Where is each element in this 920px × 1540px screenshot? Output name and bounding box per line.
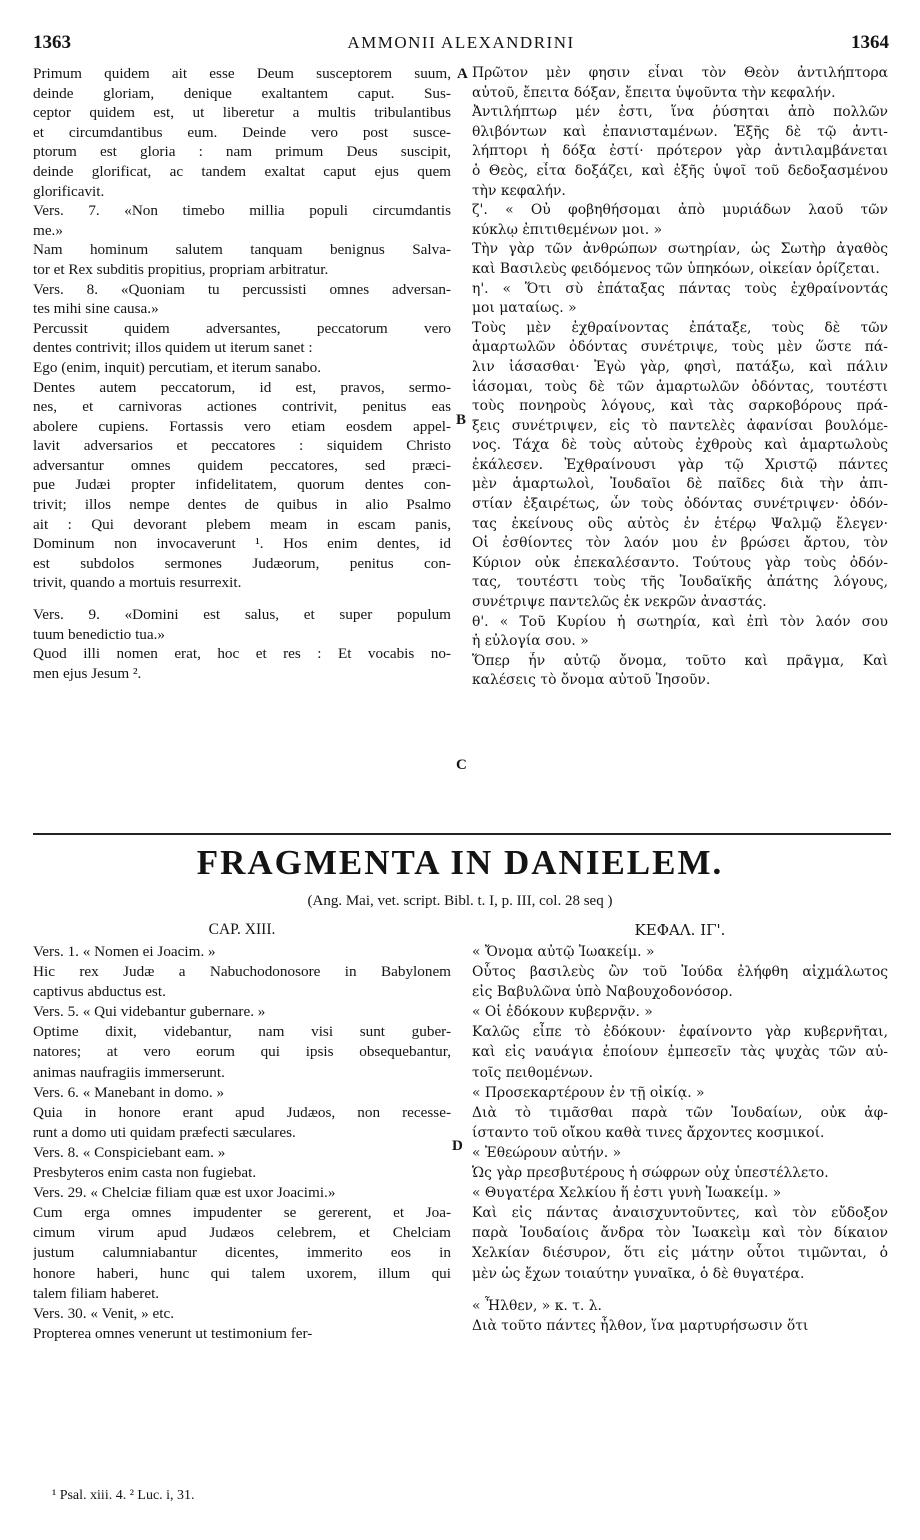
latin-text-line: runt a domo uti quidam præfecti sæculares. [33, 1123, 296, 1141]
latin-text-line: me.» [33, 221, 63, 239]
greek-text-line: « Οἱ ἐδόκουν κυβερνᾷν. » [472, 1004, 653, 1021]
latin-text-line: Percussit quidem adversantes, peccatorum vero [33, 319, 451, 337]
footnotes: ¹ Psal. xiii. 4. ² Luc. i, 31. [52, 1488, 195, 1503]
latin-text-line: ptorum est gloria : nam primum Deus suscipit, [33, 143, 451, 161]
latin-text-line: talem filiam haberet. [33, 1284, 160, 1302]
latin-text-line: est subdolos sermones Judæorum, penitus con- [33, 554, 451, 572]
greek-text-line: Καὶ εἰς πάντας ἀναισχυντοῦντες, καὶ τὸν εὔδοξον [472, 1205, 888, 1222]
greek-text-line: τοὺς πονηροὺς λόγους, καὶ τὰς σαρκοβόρους πρά- [472, 398, 888, 415]
greek-text-line: Ὅπερ ἦν αὐτῷ ὄνομα, τοῦτο καὶ πρᾶγμα, Καὶ [472, 652, 888, 669]
latin-text-line: deinde gloriam, denique exaltantem caput. Sus- [33, 84, 451, 102]
latin-text-line: ceptor quidem est, ut liberetur a multis tribulantibus [33, 104, 451, 122]
greek-text-line: παρὰ Ἰουδαίοις ἄνδρα τὸν Ἰωακεὶμ καὶ τὸν δίκαιον [472, 1225, 888, 1242]
latin-text-line: Vers. 7. «Non timebo millia populi circumdantis [33, 202, 451, 220]
chapter-heading-latin: CAP. XIII. [208, 921, 276, 938]
greek-text-line: « Θυγατέρα Χελκίου ἥ ἐστι γυνὴ Ἰωακείμ. » [472, 1185, 782, 1202]
latin-text-line: adversantur omnes quidem peccatores, sed præci- [33, 456, 451, 474]
greek-text-line: ἡ εὐλογία σου. » [472, 633, 589, 650]
latin-text-line: tor et Rex subditis propitius, propriam arbitratur. [33, 260, 329, 278]
greek-text-line: Ἀντιλήπτωρ μέν ἐστι, ἵνα ῥύσηται ἀπὸ πολλῶν [472, 104, 888, 121]
greek-text-line: « Ἦλθεν, » κ. τ. λ. [472, 1297, 602, 1314]
latin-text-line: Vers. 29. « Chelciæ filiam quæ est uxor Joacimi.» [33, 1184, 336, 1202]
latin-text-line: Cum erga omnes impudenter se gererent, et Joa- [33, 1204, 451, 1222]
latin-text-line: pue Judæi propter infidelitatem, quorum dentes con- [33, 476, 451, 494]
margin-letter-a: A [457, 66, 468, 82]
greek-text-line: Τοὺς μὲν ἐχθραίνοντας ἐπάταξε, τοὺς δὲ τῶν [472, 319, 888, 336]
latin-text-line: cimum virum apud Judæos celebrem, et Chelciam [33, 1224, 451, 1242]
margin-letter-c: C [456, 757, 467, 773]
latin-text-line: Vers. 9. «Domini est salus, et super populum [33, 606, 451, 624]
latin-text-line: Propterea omnes venerunt ut testimonium fer- [33, 1324, 313, 1342]
greek-column-top [472, 64, 888, 691]
latin-text-line: Dominum non invocaverunt ¹. Hos enim dentes, id [33, 535, 451, 553]
greek-text-line: Διὰ τὸ τιμᾶσθαι παρὰ τῶν Ἰουδαίων, οὐκ ἀφ- [472, 1104, 888, 1121]
greek-text-line: στίαν ἐξαιρέτως, ὧν τοὺς ὀδόντας συνέτριψεν· ὀδόν- [472, 496, 888, 513]
latin-column-bottom [33, 942, 451, 1344]
running-title: AMMONII ALEXANDRINI [347, 33, 575, 52]
greek-text-line: μὲν ἁμαρτωλοὶ, Ἰουδαῖοι δὲ παῖδες διὰ τὴν ἀπι- [472, 476, 888, 493]
latin-text-line: Vers. 8. «Quoniam tu percussisti omnes adversan- [33, 280, 451, 298]
page-number-right: 1364 [851, 32, 889, 53]
latin-text-line: natores; at vero eorum qui ipsis obsequebantur, [33, 1043, 451, 1061]
greek-column-bottom [472, 942, 888, 1336]
latin-text-line: Ego (enim, inquit) percutiam, et iterum sanabo. [33, 358, 322, 376]
latin-text-line: trivit; illos nempe dentes de quibus in alio Psalmo [33, 496, 451, 514]
greek-text-line: μὲν ὡς ἔχων τοιαύτην γυναῖκα, ὁ δὲ θυγατέρα. [472, 1265, 805, 1282]
latin-text-line: ait : Qui devorant plebem meam in escam panis, [33, 515, 451, 533]
greek-text-line: κύκλῳ ἐπιτιθεμένων μοι. » [472, 221, 663, 238]
latin-text-line: abolere cupiens. Fortassis vero etiam eosdem appel- [33, 417, 451, 435]
greek-text-line: τὴν κεφαλήν. [472, 182, 566, 199]
greek-text-line: ὁ Θεὸς, εἶτα δοξάζει, καὶ ἐξῆς ὑψοῖ τοῦ δεδοξασμένου [472, 162, 888, 179]
paragraph-gap [472, 1284, 888, 1296]
latin-text-line: tuum benedictio tua.» [33, 625, 166, 643]
greek-text-line: θ'. « Τοῦ Κυρίου ἡ σωτηρία, καὶ ἐπὶ τὸν λαόν σου [472, 613, 888, 630]
latin-text-line: glorificavit. [33, 182, 105, 200]
latin-text-line: men ejus Jesum ². [33, 664, 142, 682]
latin-text-line: dentes contrivit; illos quidem ut iterum sanet : [33, 339, 313, 357]
latin-text-line: captivus abductus est. [33, 983, 166, 1001]
greek-text-line: Χελκίαν διέσυρον, ὅτι εἰς μάτην οὗτοι τιμῶνται, ὁ [472, 1245, 888, 1262]
latin-text-line: Nam hominum salutem tanquam benignus Salva- [33, 241, 451, 259]
greek-text-line: τας ἐκείνους οὓς αὐτὸς ἐν ἑτέρῳ Ψαλμῷ ἔλεγεν· [472, 515, 888, 532]
greek-text-line: αὐτοῦ, ἔπειτα δόξαν, ἔπειτα ὑψοῦντα τὴν κεφαλήν. [472, 84, 836, 101]
margin-letter-d: D [452, 1138, 463, 1154]
greek-text-line: λήπτορι ἡ δόξα ἐστί· πρότερον γὰρ ἀντιλαμβάνεται [472, 143, 888, 160]
latin-text-line: Quia in honore erant apud Judæos, non recesse- [33, 1103, 451, 1121]
latin-text-line: Optime dixit, videbantur, nam visi sunt guber- [33, 1023, 451, 1041]
margin-letter-b: B [456, 412, 467, 428]
latin-column-top [33, 64, 451, 683]
greek-text-line: εἰς Βαβυλῶνα ὑπὸ Ναβουχοδονόσορ. [472, 984, 733, 1001]
section-divider [33, 833, 891, 835]
chapter-heading-greek: ΚΕΦΑΛ. ΙΓ'. [634, 921, 726, 939]
latin-text-line: Presbyteros enim casta non fugiebat. [33, 1164, 257, 1182]
section-source: (Ang. Mai, vet. script. Bibl. t. I, p. III, col. 28 seq ) [307, 893, 613, 909]
page-header [33, 32, 889, 58]
greek-text-line: η'. « Ὅτι σὺ ἐπάταξας πάντας τοὺς ἐχθραίνοντάς [472, 280, 888, 297]
greek-text-line: Διὰ τοῦτο πάντες ἦλθον, ἵνα μαρτυρήσωσιν ὅτι [472, 1317, 809, 1334]
section-title: FRAGMENTA IN DANIELEM. [196, 843, 724, 882]
greek-text-line: « Ἐθεώρουν αὐτήν. » [472, 1144, 622, 1161]
greek-text-line: Τὴν γὰρ τῶν ἀνθρώπων σωτηρίαν, ὡς Σωτὴρ ἀγαθὸς [472, 241, 888, 258]
greek-text-line: ζ'. « Οὐ φοβηθήσομαι ἀπὸ μυριάδων λαοῦ τῶν [472, 202, 888, 219]
latin-text-line: trivit, quando a mortuis resurrexit. [33, 574, 242, 592]
greek-text-line: Οὗτος βασιλεὺς ὢν τοῦ Ἰούδα ἐλήφθη αἰχμάλωτος [472, 964, 888, 981]
greek-text-line: « Ὄνομα αὐτῷ Ἰωακείμ. » [472, 944, 655, 960]
greek-text-line: « Προσεκαρτέρουν ἐν τῇ οἰκίᾳ. » [472, 1084, 705, 1101]
greek-text-line: τας, τουτέστι τοὺς τῆς Ἰουδαϊκῆς ἀπάτης λόγους, [472, 574, 888, 591]
latin-text-line: lavit adversarios et peccatores : siquidem Christo [33, 437, 451, 455]
greek-text-line: τοῖς πειθομένων. [472, 1064, 594, 1081]
latin-text-line: honore haberi, hunc qui talem uxorem, illum qui [33, 1264, 451, 1282]
latin-text-line: tes mihi sine causa.» [33, 300, 159, 318]
latin-text-line: Vers. 6. « Manebant in domo. » [33, 1083, 225, 1101]
greek-text-line: Κύριον οὐκ ἐπεκαλέσαντο. Τούτους γὰρ τοὺς ὀδόν- [472, 554, 888, 571]
latin-text-line: justum calumniabantur dicentes, immerito eos in [33, 1244, 451, 1262]
greek-text-line: ἁμαρτωλῶν ὀδόντας συνέτριψε, τοὺς μὲν ὥστε πά- [472, 339, 888, 356]
greek-text-line: Οἱ ἐσθίοντες τὸν λαόν μου ἐν βρώσει ἄρτου, τὸν [472, 535, 888, 552]
greek-text-line: Καλῶς εἶπε τὸ ἐδόκουν· ἐφαίνοντο γὰρ κυβερνῆται, [472, 1024, 888, 1041]
greek-text-line: Πρῶτον μὲν φησιν εἶναι τὸν Θεὸν ἀντιλήπτορα [472, 65, 888, 81]
greek-text-line: ξεις συνέτριψεν, εἰς τὸ παντελὲς ἀφανίσαι βουλόμε- [472, 417, 888, 434]
greek-text-line: ἰάσομαι, τοὺς δὲ τῶν ἁμαρτωλῶν ὀδόντας, τουτέστι [472, 378, 888, 395]
greek-text-line: συνέτριψε παντελῶς ἐκ νεκρῶν ἀναστάς. [472, 594, 767, 611]
greek-text-line: Ὡς γὰρ πρεσβυτέρους ἡ σώφρων οὐχ ὑπεστέλλετο. [472, 1165, 829, 1182]
latin-text-line: et circumdantibus eum. Deinde vero post susce- [33, 123, 451, 141]
latin-text-line: Quod illi nomen erat, hoc et res : Et vocabis no- [33, 645, 451, 663]
greek-text-line: νος. Τάχα δὲ τοὺς αὐτοὺς ἐχθροὺς καὶ ἁμαρτωλοὺς [472, 437, 888, 454]
greek-text-line: καὶ Βασιλεὺς φειδόμενος τῶν ὑπηκόων, οἰκείαν ὁρίζεται. [472, 260, 880, 277]
latin-text-line: nes, et carnivoras actiones contrivit, penitus eas [33, 398, 451, 416]
latin-text-line: animas naufragiis immerserunt. [33, 1063, 225, 1081]
greek-text-line: καλέσεις τὸ ὄνομα αὐτοῦ Ἰησοῦν. [472, 672, 711, 689]
greek-text-line: θλιβόντων καὶ ἐπανισταμένων. Ἑξῆς δὲ τῷ ἀντι- [472, 123, 888, 140]
latin-text-line: Vers. 1. « Nomen ei Joacim. » [33, 943, 216, 960]
greek-text-line: ἐκάλεσεν. Ἐχθραίνουσι γὰρ τῷ Χριστῷ πάντες [472, 456, 888, 473]
latin-text-line: Vers. 5. « Qui videbantur gubernare. » [33, 1003, 266, 1021]
page-number-left: 1363 [33, 32, 71, 53]
latin-text-line: deinde glorificat, ac tandem exaltat caput ejus quem [33, 162, 451, 180]
latin-text-line: Primum quidem ait esse Deum susceptorem suum, [33, 65, 451, 82]
latin-text-line: Hic rex Judæ a Nabuchodonosore in Babylonem [33, 963, 451, 981]
latin-text-line: Dentes autem peccatorum, id est, pravos, sermo- [33, 378, 451, 396]
greek-text-line: λιν ἰάσασθαι· Ἐγὼ γὰρ, φησὶ, πατάξω, καὶ πάλιν [472, 358, 888, 375]
latin-text-line: Vers. 8. « Conspiciebant eam. » [33, 1143, 226, 1161]
latin-text-line: Vers. 30. « Venit, » etc. [33, 1304, 175, 1322]
paragraph-gap [33, 593, 451, 605]
greek-text-line: ίσταντο τοῦ οἴκου καθὰ τινες ἄρχοντες κοσμικοί. [472, 1124, 825, 1141]
greek-text-line: καὶ εἰς ναυάγια ἐποίουν ἐμπεσεῖν τὰς ψυχὰς τῶν αὐ- [472, 1044, 888, 1061]
greek-text-line: μοι ματαίως. » [472, 300, 577, 317]
